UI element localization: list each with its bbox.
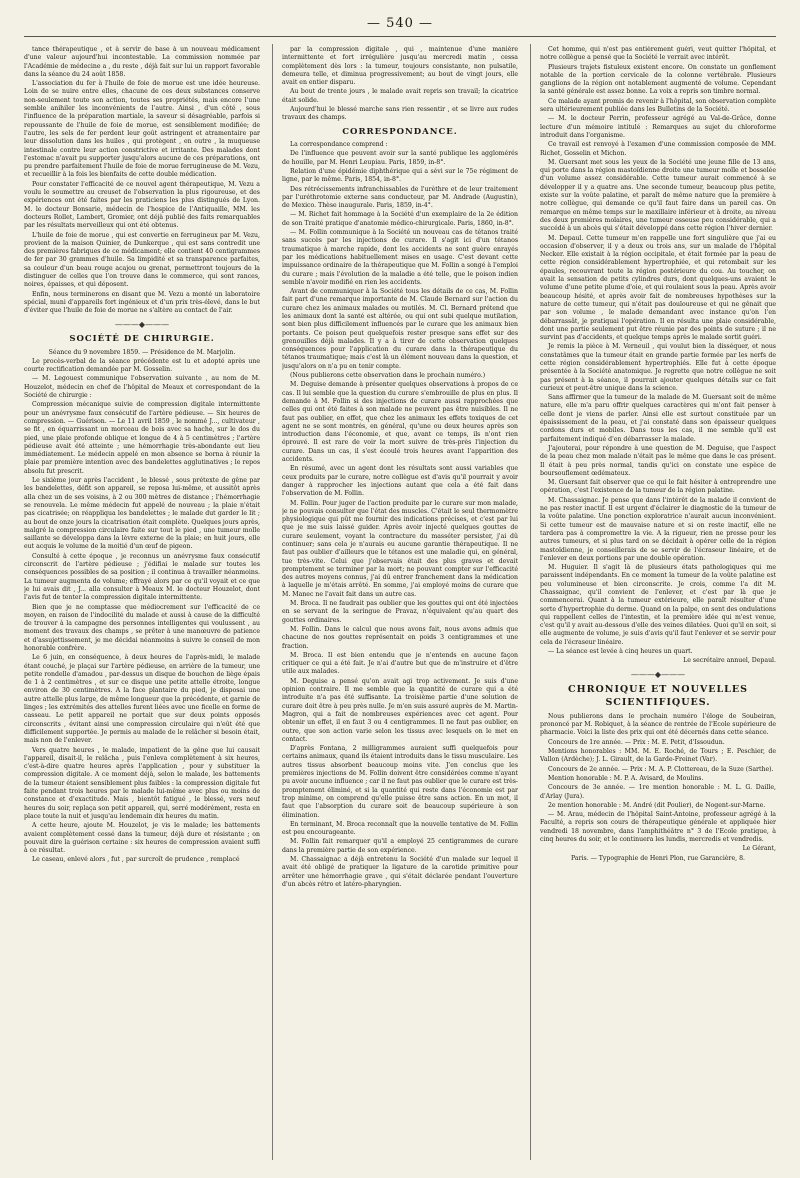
- paragraph: 2e mention honorable : M. André (dit Poulier), de Nogent-sur-Marne.: [548, 801, 766, 809]
- paragraph: tance thérapeutique , et à servir de base à un nouveau médicament d'une valeur aujourd'hui incontestable. La commission nommée par l'Académie de médecine a , du reste , déjà fait sur lui un rapport favorable dans la séance du 24 août 1858.: [24, 46, 260, 78]
- paragraph: M. Guersant met sous les yeux de la Société une jeune fille de 13 ans, qui porte dans la région mastoïdienne droite une tumeur molle et bosselée d'un volume assez considérable. Cette tumeur aurait commencé à se développer il y a quatre ans. Une seconde tumeur, beaucoup plus petite, existe sur la voûte palatine, et paraît de même nature que la première à notre collègue, qui demande ce qu'il faut faire dans un pareil cas. On remarque en même temps sur le maxillaire inférieur et à droite, au niveau des deux premières molaires, une tumeur osseuse peu considérable, qui a succédé à un abcès qui s'était développé dans cette région l'hiver dernier.: [540, 158, 776, 233]
- paragraph: La correspondance comprend :: [290, 141, 388, 149]
- paragraph: M. Chassaignac. Je pense que dans l'intérêt de la malade il convient de ne pas rester inactif. Il est urgent d'éclairer le diagnostic de la tumeur de la voûte palatine. Une ponction exploratrice n'aurait aucun inconvénient. Si cette tumeur est de mauvaise nature et si on reste inactif, elle ne tardera pas à compromettre la vie. A la rigueur, rien ne presse pour les autres tumeurs, et si plus tard on se décidait à opérer celle de la région mastoïdienne, je conseillerais de se servir de l'écraseur linéaire, et de l'enlever en deux portions par une double opération.: [540, 496, 776, 562]
- section-ornament: ———◆———: [630, 669, 686, 679]
- paragraph: M. Follin. Pour juger de l'action produite par le curare sur mon malade, je ne pouvais consulter que l'état des muscles. C'était le seul thermomètre physiologique qui pût me fournir des indications précises, et c'est par lui que je me suis laissé guider. Après avoir injecté quelques gouttes de curare seulement, voyant la contracture du masséter persister, j'ai dû continuer; sans cela je n'aurais eu aucune garantie thérapeutique. Il ne faut pas oublier d'ailleurs que le tétanos est une maladie qui, en général, tue très-vite. Celui que j'observais était des plus graves et devait promptement se terminer par la mort; ne pouvant compter sur l'efficacité des autres moyens connus, j'ai dû entrer franchement dans la médication à laquelle je m'étais arrêté. En somme, j'ai employé moins de curare que M. Manec ne l'avait fait dans un autre cas.: [282, 499, 518, 598]
- paragraph: M. Follin fait remarquer qu'il a employé 25 centigrammes de curare dans la première partie de son expérience.: [282, 838, 518, 854]
- paragraph: L'association du fer à l'huile de foie de morue est une idée heureuse. Loin de se nuire entre elles, chacune de ces deux substances conserve non-seulement toute son action, toutes ses propriétés, mais encore l'une semble anihiler les inconvénients de l'autre. Ainsi , d'un côté , sous l'influence de la préparation martiale, la saveur si désagréable, parfois si repoussante de l'huile de foie de morue, est sensiblement modifiée; de l'autre, les sels de fer perdent leur goût astringent et atramentaire par leur dissolution dans les huiles , qui protègent , en outre , la muqueuse intestinale contre leur action constrictive et irritante. Des malades dont l'estomac n'avait pu supporter jusqu'alors aucune de ces préparations, ont pu prendre parfaitement l'huile de foie de morue ferrugineuse de M. Vezu, et recueillir à la fois les bienfaits de cette double médication.: [24, 80, 260, 179]
- paragraph: L'huile de foie de morue , qui est convertie en ferrugineux par M. Vezu, provient de la maison Quinier, de Dunkerque , qui est sans contredit une des premières fabriques de ce médicament; elle contient 40 centigrammes de fer par 30 grammes d'huile. Sa limpidité et sa transparence parfaites, sa couleur d'un beau rouge acajou ou grenat, permettront toujours de la distinguer de celles que l'on trouve dans le commerce, qui sont rances, noires, épaisses, et qui déposent.: [24, 231, 260, 289]
- paragraph: Enfin, nous terminerons en disant que M. Vezu a monté un laboratoire spécial, muni d'appareils fort ingénieux et d'un prix très-élevé, dans le but d'éviter que l'huile de foie de morue ne s'altère au contact de l'air.: [24, 290, 260, 315]
- paragraph: M. Depaul. Cette tumeur m'en rappelle une fort singulière que j'ai eu occasion d'observer, il y a deux ou trois ans, sur un malade de l'hôpital Necker. Elle existait à la région occipitale, et était formée par la peau de cette région considérablement hypertrophiée, et qui retombait sur les épaules, recouvrant toute la région postérieure du cou. Au toucher, on avait la sensation de petits cylindres durs, dont quelques-uns avaient le volume d'une petite plume d'oie, et qui roulaient sous la peau. Après avoir beaucoup hésité, et après avoir fait de nombreuses hypothèses sur la nature de cette tumeur, qui n'était pas douloureuse et qui ne gênait que par son volume , le malade demandant avec instance qu'on l'en débarrassât, je pratiquai l'opération. Il en résulta une plaie considérable, dont une partie seulement put être réunie par des points de suture ; il ne survint pas d'accidents, et quelque temps après le malade sortit guéri.: [540, 234, 776, 342]
- paragraph: A cette heure, ajoute M. Houzelot, je vis le malade; les battements avaient complètement cessé dans la tumeur, déjà dure et résistante ; on pouvait dire la guérison certaine : six heures de compression avaient suffi à ce résultat.: [24, 822, 260, 855]
- paragraph: M. Huguier. Il s'agit là de plusieurs états pathologiques qui me paraissent indépendants. En ce moment la tumeur de la voûte palatine est peu volumineuse et bien circonscrite. Je crois, comme l'a dit M. Chassaignac, qu'il convient de l'enlever, et c'est par là que je commencerai. Quant à la tumeur extérieure, elle paraît résulter d'une sorte d'hypertrophie du derme. Quand on la palpe, on sent des ondulations qui rappellent celles de l'intestin, et la première idée qui m'est venue, c'est qu'il y avait au-dessous d'elle des veines dilatées. Quoi qu'il en soit, si elle augmente de volume, je suis d'avis qu'il faut l'enlever et se servir pour cela de l'écraseur linéaire.: [540, 564, 776, 646]
- paragraph: Plusieurs trajets fistuleux existent encore. On constate un gonflement notable de la portion cervicale de la colonne vertébrale. Plusieurs ganglions de la région ont notablement augmenté de volume. Cependant la santé générale est assez bonne. La voix a repris son timbre normal.: [540, 63, 776, 96]
- paragraph: Ce travail est renvoyé à l'examen d'une commission composée de MM. Richet, Gosselin et Michon.: [540, 141, 776, 157]
- secretary-signature: Le secrétaire annuel, Depaul.: [683, 657, 776, 665]
- column-left: [24, 46, 260, 1158]
- paragraph: En résumé, avec un agent dont les résultats sont aussi variables que ceux produits par le curare, notre collègue est d'avis qu'il pourrait y avoir danger à rapprocher les injections autant que cela a été fait dans l'observation de M. Follin.: [282, 465, 518, 498]
- paragraph: Pour constater l'efficacité de ce nouvel agent thérapeutique, M. Vezu a voulu le soumettre au creuset de l'observation la plus rigoureuse, et des expériences ont été faites par les praticiens les plus distingués de Lyon. M. le docteur Bonsarie, médecin de l'hospice de l'Antiquaille, MM. les docteurs Rollet, Lambert, Gromier, ont déjà publié des faits remarquables par les résultats merveilleux qui ont été obtenus.: [24, 180, 260, 230]
- paragraph: Avant de communiquer à la Société tous les détails de ce cas, M. Follin fait part d'une remarque importante de M. Claude Bernard sur l'action du curare chez les animaux malades ou mutilés. M. Cl. Bernard prétend que les animaux dont la santé est altérée, ou qui ont subi quelque mutilation, sont bien plus difficilement influencés par le curare que les animaux bien portants. Ce poison peut quelquefois rester presque sans effet sur des grenouilles déjà malades. Il y a à tirer de cette observation quelques conséquences pour l'application du curare dans la thérapeutique du tétanos traumatique; mais c'est là un élément nouveau dans la question, et jusqu'alors on n'a pu en tenir compte.: [282, 288, 518, 370]
- paragraph: Le caseau, enlevé alors , fut , par surcroît de prudence , remplacé: [32, 856, 240, 864]
- paragraph: Relation d'une épidémie diphthérique qui a sévi sur le 75e régiment de ligne, par le même. Paris, 1854, in-8°.: [282, 167, 518, 184]
- page-number: — 540 —: [366, 16, 434, 31]
- paragraph: par la compression digitale , qui , maintenue d'une manière intermittente et fort irrégulière jusqu'au mercredi matin , cessa complètement dès lors : la tumeur, toujours consistante, non pulsatile, demeura telle, et diminua progressivement; au bout de vingt jours, elle avait en entier disparu.: [282, 46, 518, 87]
- paragraph: Nous publierons dans le prochain numéro l'éloge de Soubeiran, prononcé par M. Robiquet, à la séance de rentrée de l'Ecole supérieure de pharmacie. Voici la liste des prix qui ont été décernés dans cette séance.: [540, 712, 776, 737]
- paragraph: — M. Arau, médecin de l'hôpital Saint-Antoine, professeur agrégé à la Faculté, a repris son cours de thérapeutique générale et appliquée hier vendredi 18 novembre, dans l'amphithéâtre n° 3 de l'Ecole pratique, à cinq heures du soir, et le continuera les lundis, mercredis et vendredis.: [540, 811, 776, 843]
- paragraph: De l'influence que peuvent avoir sur la santé publique les agglomérés de houille, par M. Henri Leupiau. Paris, 1859, in-8°.: [282, 150, 518, 166]
- paragraph: Mentions honorables : MM. M. E. Roché, de Tours ; E. Peschier, de Vallon (Ardèche); J. L. Girault, de la Garde-Freinet (Var).: [540, 748, 776, 764]
- paragraph: Au bout de trente jours , le malade avait repris son travail; la cicatrice était solide.: [282, 88, 518, 104]
- paragraph: Aujourd'hui le blessé marche sans rien ressentir , et se livre aux rudes travaux des champs.: [282, 106, 518, 122]
- paragraph: Compression mécanique suivie de compression digitale intermittente pour un anévrysme faux consécutif de l'artère pédieuse. — Six heures de compression. — Guérison. — Le 11 avril 1859 , le nommé J..., cultivateur , se fit , en équarrissant un morceau de bois avec sa hache, sur le dos du pied, une plaie profonde oblique et longue de 4 à 5 centimètres ; l'artère pédieuse avait été atteinte ; une hémorrhagie très-abondante eut lieu immédiatement. Le médecin appelé en mon absence se borna à réunir la plaie par première intention avec des bandelettes agglutinatives ; le repos absolu fut prescrit.: [24, 401, 260, 475]
- paragraph: Sans affirmer que la tumeur de la malade de M. Guersant soit de même nature, elle m'a paru offrir quelques caractères qui m'ont fait penser à celle dont je viens de parler. Ainsi elle est surtout constituée par un épaississement de la peau, et j'ai constaté dans son épaisseur quelques cordons durs et mobiles. Dans tous les cas, il me semble qu'il est parfaitement indiqué d'en débarrasser la malade.: [540, 394, 776, 443]
- paragraph: Vers quatre heures , le malade, impatient de la gêne que lui causait l'appareil, disait-il, le relâcha , puis l'enleva complètement à six heures, c'est-à-dire quatre heures après l'application , pour y substituer la compression digitale. A ce moment déjà, selon le malade, les battements de la tumeur étaient sensiblement plus faibles : la compression digitale fut faite pendant trois heures par le malade lui-même avec plus ou moins de constance et d'exactitude. Mais , bientôt fatigué , le blessé, vers neuf heures du soir, replaça son petit appareil, qui, serré modérément, resta en place toute la nuit et jusqu'au lendemain dix heures du matin.: [24, 746, 260, 820]
- paragraph: Cet homme, qui n'est pas entièrement guéri, veut quitter l'hôpital, et notre collègue a pensé que la Société le verrait avec intérêt.: [540, 46, 776, 62]
- paragraph: — M. Richet fait hommage à la Société d'un exemplaire de la 2e édition de son Traité pratique d'anatomie médico-chirurgicale. Paris, 1860, in-8°.: [282, 211, 518, 227]
- paragraph: Je remis la pièce à M. Verneuil , qui voulut bien la disséquer, et nous constatâmes que la tumeur était en grande partie formée par les nerfs de cette région considérablement hypertrophiés. Elle fut à cette époque présentée à la Société anatomique. Je regrette que notre collègue ne soit pas présent à la séance, il pourrait ajouter quelques détails sur ce fait curieux et peut-être unique dans la science.: [540, 343, 776, 392]
- paragraph: — M. le docteur Perrin, professeur agrégé au Val-de-Grâce, donne lecture d'un mémoire intitulé : Remarques au sujet du chloroforme introduit dans l'organisme.: [540, 115, 776, 139]
- paragraph: — M. Legouest communique l'observation suivante , au nom de M. Houzelot, médecin en chef de l'hôpital de Meaux et correspondant de la Société de chirurgie :: [24, 375, 260, 400]
- paragraph: — La séance est levée à cinq heures un quart.: [548, 648, 693, 656]
- paragraph: Consulté à cette époque , je reconnus un anévrysme faux consécutif circonscrit de l'artère pédieuse ; j'édifiai le malade sur toutes les conséquences possibles de sa position ; il continua à travailler néanmoins. La tumeur augmenta de volume; effrayé alors par ce qu'il voyait et ce que je lui avais dit , J... alla consulter à Meaux M. le docteur Houzelot, dont l'avis fut de tenter la compression digitale intermittente.: [24, 552, 260, 602]
- paragraph: Mention honorable : M. P. A. Avisard, de Moulins.: [548, 774, 704, 782]
- paragraph: Ce malade ayant promis de revenir à l'hôpital, son observation complète sera ultérieurement publiée dans les Bulletins de la Société.: [540, 97, 776, 114]
- paragraph: Concours de 3e année. — 1re mention honorable : M. L. G. Daille, d'Arlay (Jura).: [540, 784, 776, 800]
- paragraph: M. Chassaignac a déjà entretenu la Société d'un malade sur lequel il avait été obligé de pratiquer la ligature de la carotide primitive pour arrêter une hémorrhagie grave , qui s'était déclarée pendant l'ouverture d'un abcès rétro et latéro-pharyngien.: [282, 855, 518, 888]
- society-heading: SOCIÉTÉ DE CHIRURGIE.: [69, 334, 215, 345]
- paragraph: M. Deguise demande à présenter quelques observations à propos de ce cas. Il lui semble que la question du curare s'embrouille de plus en plus. Il demande à M. Follin si des injections de curare aussi rapprochées que celles qui ont été faites à son malade ne peuvent pas être nuisibles. Il ne faut pas oublier, en effet, que chez les animaux les effets toxiques de cet agent ne se sont montrés, en général, qu'une ou deux heures après son introduction dans l'économie, et que, avant ce temps, ils n'ont rien éprouvé. Il est rare de voir la mort suivre de très-près l'injection du curare. Dans un cas, il s'est écoulé trois heures avant l'apparition des accidents.: [282, 381, 518, 464]
- paragraph: Le 6 juin, en conséquence, à deux heures de l'après-midi, le malade étant couché, je plaçai sur l'artère pédieuse, en arrière de la tumeur, une petite rondelle d'amadou , par-dessus un disque de bouchon de liège épais de 1 à 2 centimètres , et sur ce disque une petite attelle étroite, longue environ de 30 centimètres. A la face plantaire du pied, je disposai une autre attelle plus large, de même longueur que la précédente, et garnie de linges ; les extrémités des attelles furent liées avec une ficelle en forme de casseau. Le petit appareil ne portait que sur deux points opposés circonscrits , évitant ainsi une compression circulaire qui n'eût été que difficilement supportée. Je permis au malade de le relâcher si besoin était, mais non de l'enlever.: [24, 654, 260, 745]
- chronicle-heading: CHRONIQUE ET NOUVELLES SCIENTIFIQUES.: [568, 684, 748, 709]
- gerant-label: Le Gérant,: [742, 845, 776, 853]
- paragraph: — M. Follin communique à la Société un nouveau cas de tétanos traité sans succès par les injections de curare. Il s'agit ici d'un tétanos traumatique à marche rapide, dont les accidents ne sont guère enrayés par les médications habituellement mises en usage. C'est devant cette impuissance ordinaire de la thérapeutique que M. Follin a songé à l'emploi du curare ; mais l'évolution de la maladie a été telle, que le poison indien semble n'avoir modifié en rien les accidents.: [282, 229, 518, 286]
- paragraph: M. Broca. Il ne faudrait pas oublier que les gouttes qui ont été injectées en se servant de la seringue de Pravaz, n'équivalent qu'au quart des gouttes ordinaires.: [282, 600, 518, 624]
- column-divider: [272, 44, 273, 1160]
- paragraph: Concours de 2e année. — Prix : M. A. P. Clottereau, de la Suze (Sarthe).: [548, 765, 774, 773]
- paragraph: Le sixième jour après l'accident , le blessé , sous prétexte de gêne par les bandelettes, défit son appareil, se reposa lui-même, et aussitôt après alla chez un de ses voisins, à 2 ou 300 mètres de distance ; l'hémorrhagie se renouvela. Le même médecin fut appelé de nouveau ; la plaie n'était pas cicatrisée; on réappliqua les bandelettes ; le malade dut garder le lit ; au bout de onze jours la cicatrisation était complète. Quelques jours après, malgré la compression circulaire faite sur tout le pied , une tumeur molle saillante se développa dans la lèvre externe de la plaie; en huit jours, elle eut acquis le volume de la moitié d'un œuf de pigeon.: [24, 477, 260, 551]
- paragraph: En terminant, M. Broca reconnaît que la nouvelle tentative de M. Follin est peu encourageante.: [282, 820, 518, 837]
- paragraph: M. Broca. Il est bien entendu que je n'entends en aucune façon critiquer ce qui a été fait. Je n'ai d'autre but que de m'instruire et d'être utile aux malades.: [282, 651, 518, 676]
- printer-line: Paris. — Typographie de Henri Plon, rue Garancière, 8.: [571, 854, 745, 862]
- correspondance-heading: CORRESPONDANCE.: [342, 126, 458, 137]
- section-ornament: ———◆———: [114, 319, 170, 329]
- paragraph: Concours de 1re année. — Prix : M. E. Petit, d'Issoudun.: [548, 738, 725, 746]
- paragraph: M. Deguise a pensé qu'on avait agi trop activement. Je suis d'une opinion contraire. Il me semble que la quantité de curare qui a été introduite n'a pas été suffisante. La troisième partie d'une solution de curare doit être à peu près nulle. Je m'en suis assuré auprès de M. Martin-Magron, qui a fait de nombreuses expériences avec cet agent. Pour obtenir un effet, il en faut 3 ou 4 centigrammes. Il ne faut pas oublier, en outre, que son action varie selon les tissus avec lesquels on le met en contact.: [282, 677, 518, 743]
- paragraph: M. Follin. Dans le calcul que nous avons fait, nous avons admis que chacune de nos gouttes représentait en poids 3 centigrammes et une fraction.: [282, 625, 518, 650]
- column-middle: [282, 46, 518, 1158]
- session-line: Séance du 9 novembre 1859. — Présidence de M. Marjolin.: [48, 348, 236, 356]
- paragraph: J'ajouterai, pour répondre à une question de M. Deguise, que l'aspect de la peau chez mon malade n'était pas le même que dans le cas présent. Il était à peu près normal, tandis qu'ici on constate une espèce de boursouflement œdémateux.: [540, 444, 776, 477]
- column-right: [540, 46, 776, 1158]
- paragraph: D'après Fontana, 2 milligrammes auraient suffi quelquefois pour certains animaux, quand ils étaient introduits dans le tissu musculaire. Les autres tissus absorbent beaucoup moins vite. J'en conclus que les premières injections de M. Follin doivent être considérées comme n'ayant pu avoir aucune influence ; car il ne faut pas oublier que le curare est très-promptement éliminé, et si la quantité qui reste dans l'économie est par trop minime, on comprend qu'elle puisse être sans action. En un mot, il faut que l'absorption du curare soit de beaucoup supérieure à son élimination.: [282, 745, 518, 819]
- paragraph: M. Guersant fait observer que ce qui le fait hésiter à entreprendre une opération, c'est l'existence de la tumeur de la région palatine.: [540, 479, 776, 495]
- paragraph: Des rétrécissements infranchissables de l'urèthre et de leur traitement par l'uréthrotomie externe sans conducteur, par M. Andrade (Augustin), de Mexico. Thèse inaugurale. Paris, 1859, in-4°.: [282, 185, 518, 210]
- paragraph: Le procès-verbal de la séance précédente est lu et adopté après une courte rectification demandée par M. Gosselin.: [24, 357, 260, 374]
- header-rule: [24, 36, 776, 37]
- paragraph: (Nous publierons cette observation dans le prochain numéro.): [290, 372, 486, 380]
- paragraph: Bien que je ne comptasse que médiocrement sur l'efficacité de ce moyen, en raison de l'indocilité du malade et aussi à cause de la difficulté de trouver à la campagne des personnes intelligentes qui voulussent , au moment des travaux des champs , se prêter à une manœuvre de patience et d'assujettissement, je me décidai néanmoins à suivre le conseil de mon honorable confrère.: [24, 603, 260, 652]
- column-divider: [530, 44, 531, 1160]
